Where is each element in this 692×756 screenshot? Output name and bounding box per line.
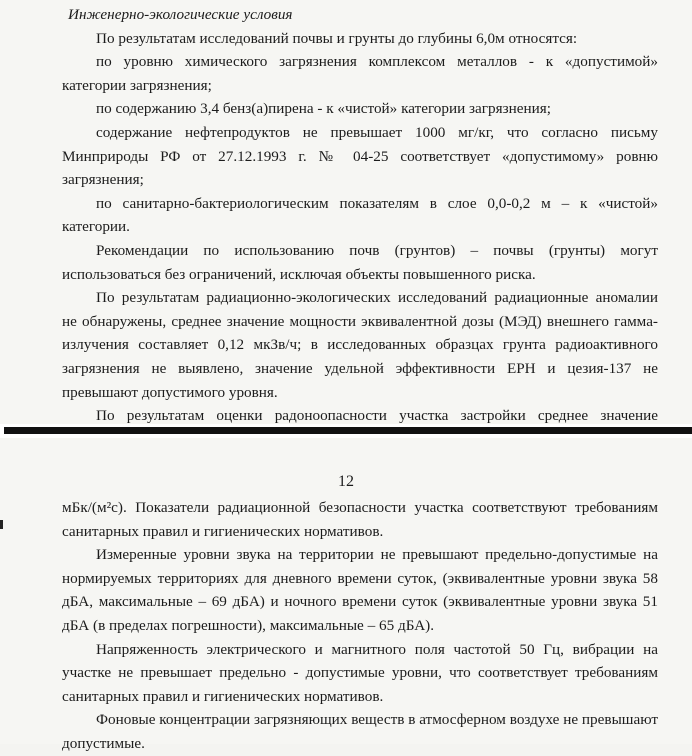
paragraph: По результатам оценки радоноопасности участка застройки среднее значение (96, 407, 658, 425)
paragraph: Рекомендации по использованию почв (грунтов) – почвы (грунты) могут использоваться без ограничений, исключая объекты повышенного риска. (62, 241, 658, 283)
paragraph: Измеренные уровни звука на территории не превышают предельно-допустимые на нормируемых территориях для дневного времени суток, (эквивалентные уровни звука 58 дБА, максимальные – 69 дБА) и ночного времени суток (эквивалентные уровни звука 51 дБА (в пределах погрешности), максимальные – 65 дБА). (62, 546, 658, 634)
paragraph: по содержанию 3,4 бенз(а)пирена - к «чистой» категории загрязнения; (96, 100, 551, 118)
paragraph: содержание нефтепродуктов не превышает 1000 мг/кг, что согласно письму Минприроды РФ от 27.12.1993 г. № 04-25 соответствует «допустимому» ровню загрязнения; (62, 123, 658, 189)
page-number: 12 (338, 473, 354, 490)
paragraph: Напряженность электрического и магнитного поля частотой 50 Гц, вибрации на участке не превышает предельно - допустимые уровни, что соответствует требованиям санитарных правил и гигиенических нормативов. (62, 640, 658, 705)
paragraph: по уровню химического загрязнения комплексом металлов - к «допустимой» категории загрязнения; (62, 53, 658, 94)
paragraph: По результатам исследований почвы и грунты до глубины 6,0м относятся: (96, 29, 578, 47)
lower-text-block (62, 496, 658, 756)
upper-text-block (62, 3, 658, 475)
paragraph: мБк/(м²с). Показатели радиационной безопасности участка соответствуют требованиям санитарных правил и гигиенических нормативов. (62, 499, 658, 540)
section-heading: Инженерно-экологические условия (68, 6, 293, 23)
paragraph: по санитарно-бактериологическим показателям в слое 0,0-0,2 м – к «чистой» категории. (62, 194, 658, 236)
paragraph: По результатам радиационно-экологических исследований радиационные аномалии не обнаружены, среднее значение мощности эквивалентной дозы (МЭД) внешнего гамма-излучения составляет 0,12 мкЗв/ч; в исследованных образцах грунта радиоактивного загрязнения не выявлено, значение удельной эффективности ЕРН и цезия-137 не превышают допустимого уровня. (62, 289, 658, 401)
paragraph: Фоновые концентрации загрязняющих веществ в атмосферном воздухе не превышают допустимые. (62, 711, 658, 752)
margin-mark (0, 520, 3, 529)
document-page-lower (0, 438, 692, 752)
page-break-line (4, 427, 692, 434)
